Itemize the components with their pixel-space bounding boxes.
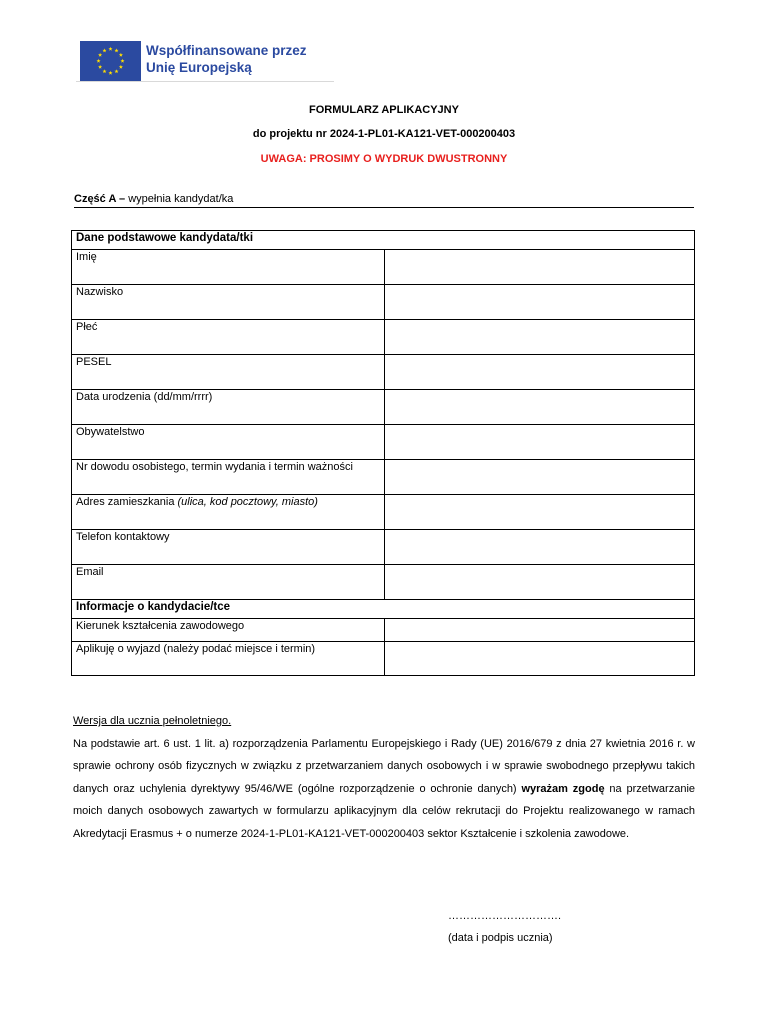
field-vocational-direction[interactable] — [385, 619, 695, 642]
field-email[interactable] — [385, 565, 695, 600]
signature-line[interactable]: …………………………. — [448, 910, 562, 922]
eu-star-icon — [102, 48, 106, 52]
field-first-name[interactable] — [385, 250, 695, 285]
part-a-label: Część A – — [74, 193, 126, 205]
field-birth-date[interactable] — [385, 390, 695, 425]
eu-star-icon — [119, 65, 123, 69]
field-trip-application[interactable] — [385, 642, 695, 676]
label-pesel: PESEL — [72, 355, 385, 390]
logo-line-2: Unię Europejską — [146, 60, 252, 75]
part-a-desc: wypełnia kandydat/ka — [125, 193, 234, 205]
part-a-heading — [74, 193, 694, 208]
eu-star-icon — [98, 53, 102, 57]
label-address-main: Adres zamieszkania — [76, 496, 178, 508]
consent-text-before: Na podstawie art. 6 ust. 1 lit. a) rozporządzenia Parlamentu Europejskiego i Rady (UE) 2016/679 z dnia 27 kwietnia 2016 r. w sprawie ochrony osób fizycznych w związku z przetwarzaniem danych osobowych i w sprawie swobodnego przepływu takich danych oraz uchylenia dyrektywy 95/46/WE (ogólne rozporządzenie o ochronie danych) — [73, 737, 695, 795]
label-trip-application: Aplikuję o wyjazd (należy podać miejsce i termin) — [72, 642, 385, 676]
application-table — [71, 230, 695, 676]
field-citizenship[interactable] — [385, 425, 695, 460]
label-birth-date: Data urodzenia (dd/mm/rrrr) — [72, 390, 385, 425]
label-vocational-direction: Kierunek kształcenia zawodowego — [72, 619, 385, 642]
field-gender[interactable] — [385, 320, 695, 355]
label-first-name: Imię — [72, 250, 385, 285]
project-number: do projektu nr 2024-1-PL01-KA121-VET-000200403 — [252, 128, 516, 140]
label-last-name: Nazwisko — [72, 285, 385, 320]
label-gender: Płeć — [72, 320, 385, 355]
label-phone: Telefon kontaktowy — [72, 530, 385, 565]
section-basic-data: Dane podstawowe kandydata/tki — [72, 231, 695, 250]
field-pesel[interactable] — [385, 355, 695, 390]
field-last-name[interactable] — [385, 285, 695, 320]
consent-text — [73, 733, 695, 846]
print-warning: UWAGA: PROSIMY O WYDRUK DWUSTRONNY — [260, 153, 508, 165]
eu-star-icon — [108, 47, 112, 51]
field-phone[interactable] — [385, 530, 695, 565]
signature-label: (data i podpis ucznia) — [448, 932, 553, 944]
field-id-card[interactable] — [385, 460, 695, 495]
eu-star-icon — [96, 59, 100, 63]
eu-star-icon — [120, 59, 124, 63]
eu-star-icon — [114, 69, 118, 73]
logo-text — [146, 42, 307, 76]
eu-flag-stars — [80, 41, 141, 81]
label-address-hint: (ulica, kod pocztowy, miasto) — [177, 496, 318, 508]
label-id-card: Nr dowodu osobistego, termin wydania i termin ważności — [72, 460, 385, 495]
eu-star-icon — [102, 69, 106, 73]
logo-line-1: Współfinansowane przez — [146, 43, 307, 58]
consent-text-bold: wyrażam zgodę — [521, 782, 605, 795]
consent-text-after: na przetwarzanie moich danych osobowych zawartych w formularzu aplikacyjnym dla celów rekrutacji do Projektu realizowanego w ramach Akredytacji Erasmus + o numerze 2024-1-PL01-KA121-VET-000200403 sektor Kształcenie i szkolenia zawodowe. — [73, 782, 696, 840]
field-address[interactable] — [385, 495, 695, 530]
eu-star-icon — [98, 65, 102, 69]
consent-version: Wersja dla ucznia pełnoletniego. — [73, 715, 232, 727]
consent-section — [73, 710, 695, 845]
eu-flag-icon — [80, 41, 141, 81]
label-citizenship: Obywatelstwo — [72, 425, 385, 460]
form-title: FORMULARZ APLIKACYJNY — [309, 104, 459, 116]
eu-cofunding-logo — [76, 39, 334, 82]
section-candidate-info: Informacje o kandydacie/tce — [72, 600, 695, 619]
label-address — [72, 495, 385, 530]
eu-star-icon — [119, 53, 123, 57]
eu-star-icon — [114, 48, 118, 52]
label-email: Email — [72, 565, 385, 600]
eu-star-icon — [108, 71, 112, 75]
